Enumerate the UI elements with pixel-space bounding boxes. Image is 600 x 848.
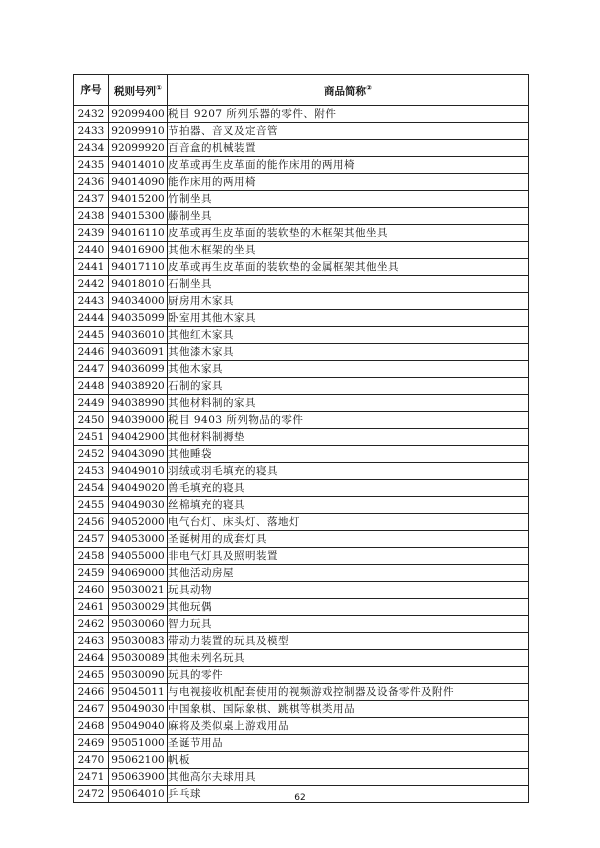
code-cell: 95030021 <box>109 582 168 599</box>
name-cell: 其他木框架的坐具 <box>168 242 529 259</box>
seq-cell: 2451 <box>74 429 109 446</box>
code-cell: 94014010 <box>109 157 168 174</box>
seq-cell: 2463 <box>74 633 109 650</box>
name-cell: 麻将及类似桌上游戏用品 <box>168 718 529 735</box>
seq-cell: 2437 <box>74 191 109 208</box>
table-row <box>74 276 529 293</box>
seq-cell: 2440 <box>74 242 109 259</box>
seq-cell: 2444 <box>74 310 109 327</box>
table-row <box>74 769 529 786</box>
seq-cell: 2458 <box>74 548 109 565</box>
code-cell: 95049040 <box>109 718 168 735</box>
name-cell: 其他睡袋 <box>168 446 529 463</box>
name-cell: 智力玩具 <box>168 616 529 633</box>
code-cell: 94043090 <box>109 446 168 463</box>
table-row <box>74 242 529 259</box>
name-cell: 厨房用木家具 <box>168 293 529 310</box>
code-cell: 94016110 <box>109 225 168 242</box>
seq-cell: 2433 <box>74 123 109 140</box>
name-cell: 中国象棋、国际象棋、跳棋等棋类用品 <box>168 701 529 718</box>
seq-cell: 2456 <box>74 514 109 531</box>
seq-cell: 2449 <box>74 395 109 412</box>
tariff-table <box>73 74 529 803</box>
table-row <box>74 157 529 174</box>
code-cell: 94036010 <box>109 327 168 344</box>
code-cell: 94055000 <box>109 548 168 565</box>
code-cell: 95030029 <box>109 599 168 616</box>
table-row <box>74 191 529 208</box>
table-row <box>74 361 529 378</box>
code-cell: 94035099 <box>109 310 168 327</box>
name-cell: 与电视接收机配套使用的视频游戏控制器及设备零件及附件 <box>168 684 529 701</box>
table-row <box>74 208 529 225</box>
seq-cell: 2452 <box>74 446 109 463</box>
name-cell: 皮革或再生皮革面的装软垫的金属框架其他坐具 <box>168 259 529 276</box>
table-row <box>74 548 529 565</box>
seq-cell: 2457 <box>74 531 109 548</box>
name-cell: 电气台灯、床头灯、落地灯 <box>168 514 529 531</box>
name-cell: 其他材料制的家具 <box>168 395 529 412</box>
seq-cell: 2467 <box>74 701 109 718</box>
seq-cell: 2434 <box>74 140 109 157</box>
code-cell: 94015200 <box>109 191 168 208</box>
seq-cell: 2455 <box>74 497 109 514</box>
name-cell: 羽绒或羽毛填充的寝具 <box>168 463 529 480</box>
code-cell: 95030089 <box>109 650 168 667</box>
table-row <box>74 633 529 650</box>
table-row <box>74 531 529 548</box>
seq-cell: 2466 <box>74 684 109 701</box>
seq-cell: 2445 <box>74 327 109 344</box>
seq-cell: 2469 <box>74 735 109 752</box>
seq-cell: 2439 <box>74 225 109 242</box>
table-row <box>74 344 529 361</box>
seq-cell: 2465 <box>74 667 109 684</box>
code-cell: 94036099 <box>109 361 168 378</box>
seq-cell: 2442 <box>74 276 109 293</box>
table-row <box>74 106 529 123</box>
name-cell: 皮革或再生皮革面的装软垫的木框架其他坐具 <box>168 225 529 242</box>
name-cell: 竹制坐具 <box>168 191 529 208</box>
seq-cell: 2461 <box>74 599 109 616</box>
table-header-row <box>74 75 529 106</box>
name-cell: 百音盒的机械装置 <box>168 140 529 157</box>
name-cell: 其他活动房屋 <box>168 565 529 582</box>
code-cell: 94049010 <box>109 463 168 480</box>
name-cell: 帆板 <box>168 752 529 769</box>
table-row <box>74 259 529 276</box>
table-row <box>74 174 529 191</box>
code-cell: 95063900 <box>109 769 168 786</box>
seq-cell: 2450 <box>74 412 109 429</box>
name-cell: 其他未列名玩具 <box>168 650 529 667</box>
name-cell: 圣诞树用的成套灯具 <box>168 531 529 548</box>
code-cell: 94038920 <box>109 378 168 395</box>
code-cell: 94039000 <box>109 412 168 429</box>
table-row <box>74 616 529 633</box>
code-cell: 94034000 <box>109 293 168 310</box>
code-cell: 94016900 <box>109 242 168 259</box>
table-row <box>74 463 529 480</box>
name-cell: 其他木家具 <box>168 361 529 378</box>
table-row <box>74 599 529 616</box>
table-row <box>74 378 529 395</box>
seq-cell: 2453 <box>74 463 109 480</box>
name-cell: 非电气灯具及照明装置 <box>168 548 529 565</box>
table-row <box>74 684 529 701</box>
seq-cell: 2470 <box>74 752 109 769</box>
name-cell: 能作床用的两用椅 <box>168 174 529 191</box>
table-body <box>74 106 529 803</box>
seq-cell: 2438 <box>74 208 109 225</box>
table-row <box>74 514 529 531</box>
table-row <box>74 582 529 599</box>
table-row <box>74 752 529 769</box>
table-row <box>74 480 529 497</box>
seq-cell: 2436 <box>74 174 109 191</box>
name-cell: 皮革或再生皮革面的能作床用的两用椅 <box>168 157 529 174</box>
code-cell: 95045011 <box>109 684 168 701</box>
seq-cell: 2459 <box>74 565 109 582</box>
seq-cell: 2460 <box>74 582 109 599</box>
code-cell: 95049030 <box>109 701 168 718</box>
seq-cell: 2462 <box>74 616 109 633</box>
code-cell: 92099400 <box>109 106 168 123</box>
code-cell: 95062100 <box>109 752 168 769</box>
table-row <box>74 310 529 327</box>
code-cell: 94015300 <box>109 208 168 225</box>
code-cell: 92099910 <box>109 123 168 140</box>
name-cell: 兽毛填充的寝具 <box>168 480 529 497</box>
code-cell: 94036091 <box>109 344 168 361</box>
code-cell: 94069000 <box>109 565 168 582</box>
seq-cell: 2446 <box>74 344 109 361</box>
header-code: 税则号列① <box>109 75 168 106</box>
table-row <box>74 429 529 446</box>
code-cell: 95064010 <box>109 786 168 803</box>
code-cell: 94049020 <box>109 480 168 497</box>
code-cell: 94038990 <box>109 395 168 412</box>
seq-cell: 2441 <box>74 259 109 276</box>
seq-cell: 2468 <box>74 718 109 735</box>
code-cell: 94018010 <box>109 276 168 293</box>
table-row <box>74 327 529 344</box>
code-cell: 94017110 <box>109 259 168 276</box>
table-row <box>74 293 529 310</box>
name-cell: 税目 9403 所列物品的零件 <box>168 412 529 429</box>
table-row <box>74 140 529 157</box>
name-cell: 节拍器、音叉及定音管 <box>168 123 529 140</box>
table-row <box>74 701 529 718</box>
name-cell: 其他玩偶 <box>168 599 529 616</box>
table-row <box>74 718 529 735</box>
code-cell: 95030083 <box>109 633 168 650</box>
code-cell: 92099920 <box>109 140 168 157</box>
seq-cell: 2472 <box>74 786 109 803</box>
name-cell: 石制坐具 <box>168 276 529 293</box>
name-cell: 其他漆木家具 <box>168 344 529 361</box>
seq-cell: 2471 <box>74 769 109 786</box>
seq-cell: 2447 <box>74 361 109 378</box>
seq-cell: 2435 <box>74 157 109 174</box>
table-row <box>74 446 529 463</box>
table-row <box>74 650 529 667</box>
name-cell: 石制的家具 <box>168 378 529 395</box>
name-cell: 其他红木家具 <box>168 327 529 344</box>
table-row <box>74 565 529 582</box>
name-cell: 玩具的零件 <box>168 667 529 684</box>
name-cell: 税目 9207 所列乐器的零件、附件 <box>168 106 529 123</box>
name-cell: 带动力装置的玩具及模型 <box>168 633 529 650</box>
name-cell: 藤制坐具 <box>168 208 529 225</box>
table-row <box>74 225 529 242</box>
code-cell: 94049030 <box>109 497 168 514</box>
name-cell: 丝棉填充的寝具 <box>168 497 529 514</box>
name-cell: 其他高尔夫球用具 <box>168 769 529 786</box>
code-cell: 95030060 <box>109 616 168 633</box>
name-cell: 卧室用其他木家具 <box>168 310 529 327</box>
footnote-marker-2: ② <box>366 84 372 93</box>
page-number: 62 <box>294 793 306 803</box>
name-cell: 乒乓球 <box>168 786 529 803</box>
name-cell: 圣诞节用品 <box>168 735 529 752</box>
seq-cell: 2448 <box>74 378 109 395</box>
code-cell: 95030090 <box>109 667 168 684</box>
table-row <box>74 735 529 752</box>
table-row <box>74 667 529 684</box>
seq-cell: 2454 <box>74 480 109 497</box>
code-cell: 94053000 <box>109 531 168 548</box>
seq-cell: 2443 <box>74 293 109 310</box>
code-cell: 94042900 <box>109 429 168 446</box>
code-cell: 95051000 <box>109 735 168 752</box>
table-row <box>74 395 529 412</box>
table-row <box>74 497 529 514</box>
header-name: 商品简称② <box>168 75 529 106</box>
code-cell: 94014090 <box>109 174 168 191</box>
seq-cell: 2464 <box>74 650 109 667</box>
table-row <box>74 123 529 140</box>
code-cell: 94052000 <box>109 514 168 531</box>
seq-cell: 2432 <box>74 106 109 123</box>
name-cell: 其他材料制褥垫 <box>168 429 529 446</box>
footnote-marker-1: ① <box>156 84 162 93</box>
name-cell: 玩具动物 <box>168 582 529 599</box>
header-seq: 序号 <box>74 75 109 106</box>
table-row <box>74 412 529 429</box>
